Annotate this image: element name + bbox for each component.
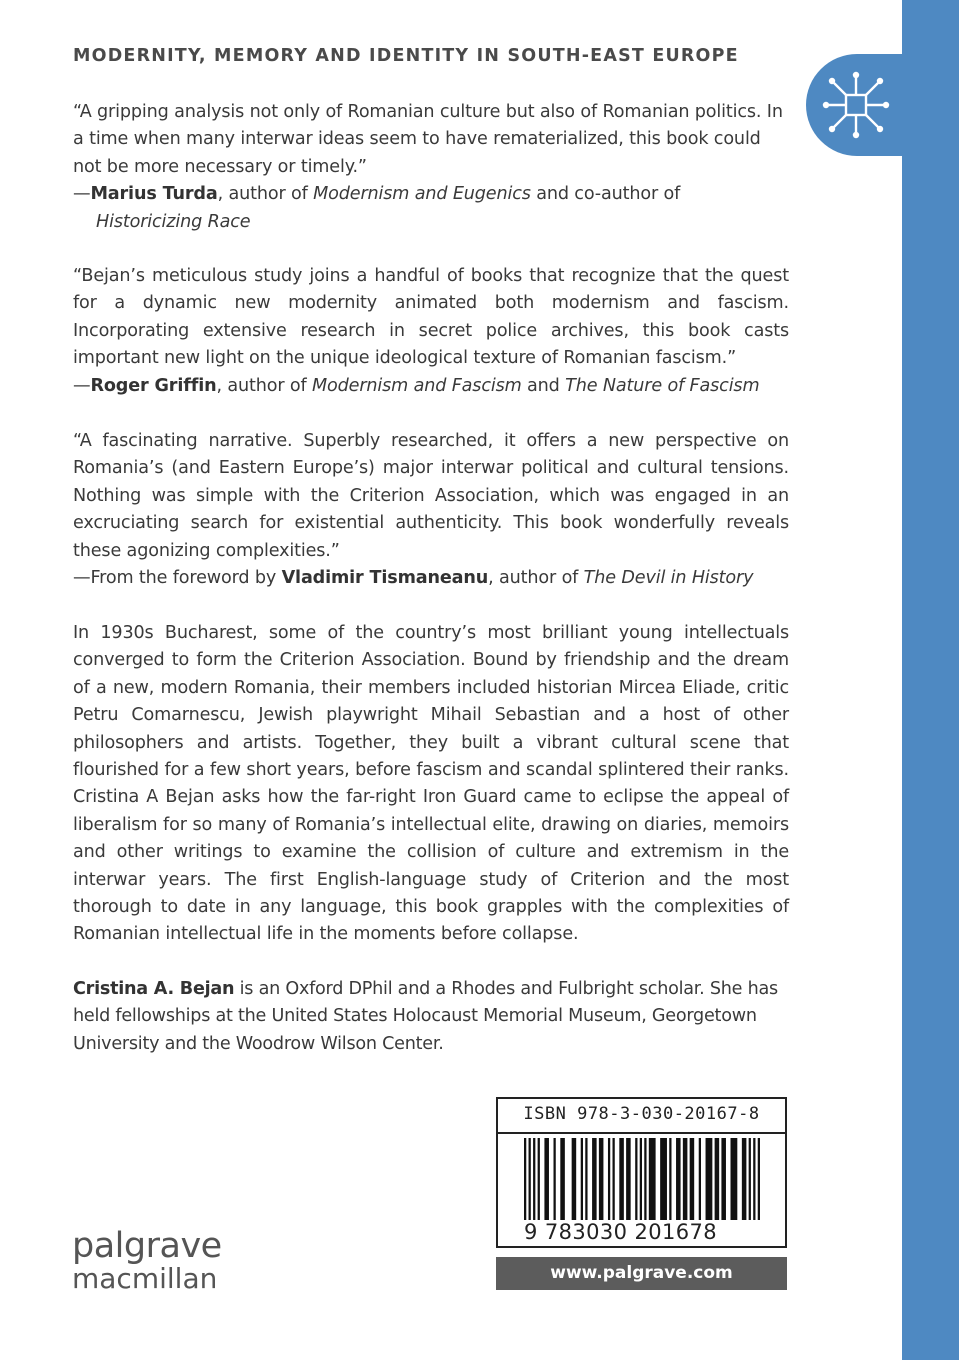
blurb-quote: “A gripping analysis not only of Romanian culture but also of Romanian politics. In a time when many interwar ideas seem to have rematerialized, this book could not be more necessary or timely.” (73, 102, 783, 177)
divider (498, 1132, 785, 1134)
endorser-name: Marius Turda (90, 184, 218, 205)
blurb-quote: “Bejan’s meticulous study joins a handful of books that recognize that the quest for a dynamic new modernity animated both modernism and fascism. Incorporating extensive research in secret police archives, this book casts important new light on the unique ideological texture of Romanian fascism.” (73, 266, 789, 369)
role-text: —From the foreword by (73, 568, 282, 589)
book-description (73, 620, 789, 949)
series-badge (806, 54, 902, 156)
blurb-attribution (73, 181, 789, 236)
role-text: , author of (488, 568, 584, 589)
author-bio-text (73, 976, 789, 1058)
logo-macmillan: macmillan (72, 1262, 218, 1295)
role-text: , author of (216, 375, 312, 396)
blurb-attribution (73, 565, 789, 592)
blurb-1 (73, 99, 789, 236)
bio-text: is an Oxford DPhil and a Rhodes and Fulbright scholar. She has held fellowships at the United States Holocaust Memorial Museum, Georgetown University and the Woodrow Wilson Center. (73, 979, 778, 1054)
dash: — (73, 375, 91, 396)
dash: — (73, 184, 91, 205)
role-text: and (521, 375, 566, 396)
blurb-3 (73, 428, 789, 592)
logo-palgrave: palgrave (72, 1226, 222, 1266)
book-title: Historicizing Race (96, 211, 251, 232)
isbn-label: ISBN 978-3-030-20167-8 (523, 1104, 760, 1124)
book-title: The Devil in History (583, 568, 754, 589)
network-node-icon (820, 66, 892, 144)
blurb-quote: “A fascinating narrative. Superbly researched, it offers a new perspective on Romania’s (and Eastern Europe’s) major interwar political and cultural tensions. Nothing was simple with the Criterion Association, which was engaged in an excruciating search for existential authenticity. This book wonderfully reveals these agonizing complexities.” (73, 431, 789, 561)
description-text: In 1930s Bucharest, some of the country’s most brilliant young intellectuals converged to form the Criterion Association. Bound by friendship and the dream of a new, modern Romania, their members included historian Mircea Eliade, critic Petru Comarnescu, Jewish playwright Mihail Sebastian and a host of other philosophers and artists. Together, they built a vibrant cultural scene that flourished for a few short years, before fascism and scandal splintered their ranks. Cristina A Bejan asks how the far-right Iron Guard came to eclipse the appeal of liberalism for so many of Romania’s intellectual elite, drawing on diaries, memoirs and other writings to examine the collision of culture and extremism in the interwar years. The first English-language study of Criterion and the most thorough to date in any language, this book grapples with the complexities of Romanian intellectual life in the moments before collapse. (73, 623, 789, 945)
role-text: and co-author of (530, 184, 681, 205)
isbn-barcode (496, 1097, 787, 1248)
book-title: Modernism and Eugenics (313, 184, 531, 205)
publisher-url[interactable]: www.palgrave.com (496, 1257, 787, 1290)
series-title: MODERNITY, MEMORY AND IDENTITY IN SOUTH-EAST EUROPE (73, 46, 739, 66)
role-text: , author of (217, 184, 314, 205)
author-name: Cristina A. Bejan (73, 979, 235, 999)
blurb-attribution (73, 373, 789, 400)
author-bio (73, 976, 789, 1058)
barcode-digits: 9 783030 201678 (518, 1220, 774, 1246)
endorser-name: Roger Griffin (90, 375, 217, 396)
publisher-logo (72, 1228, 292, 1294)
book-title: Modernism and Fascism (312, 375, 522, 396)
book-title: The Nature of Fascism (565, 375, 760, 396)
blurb-2 (73, 263, 789, 400)
endorser-name: Vladimir Tismaneanu (281, 568, 489, 589)
spine-color-strip (902, 0, 959, 1360)
